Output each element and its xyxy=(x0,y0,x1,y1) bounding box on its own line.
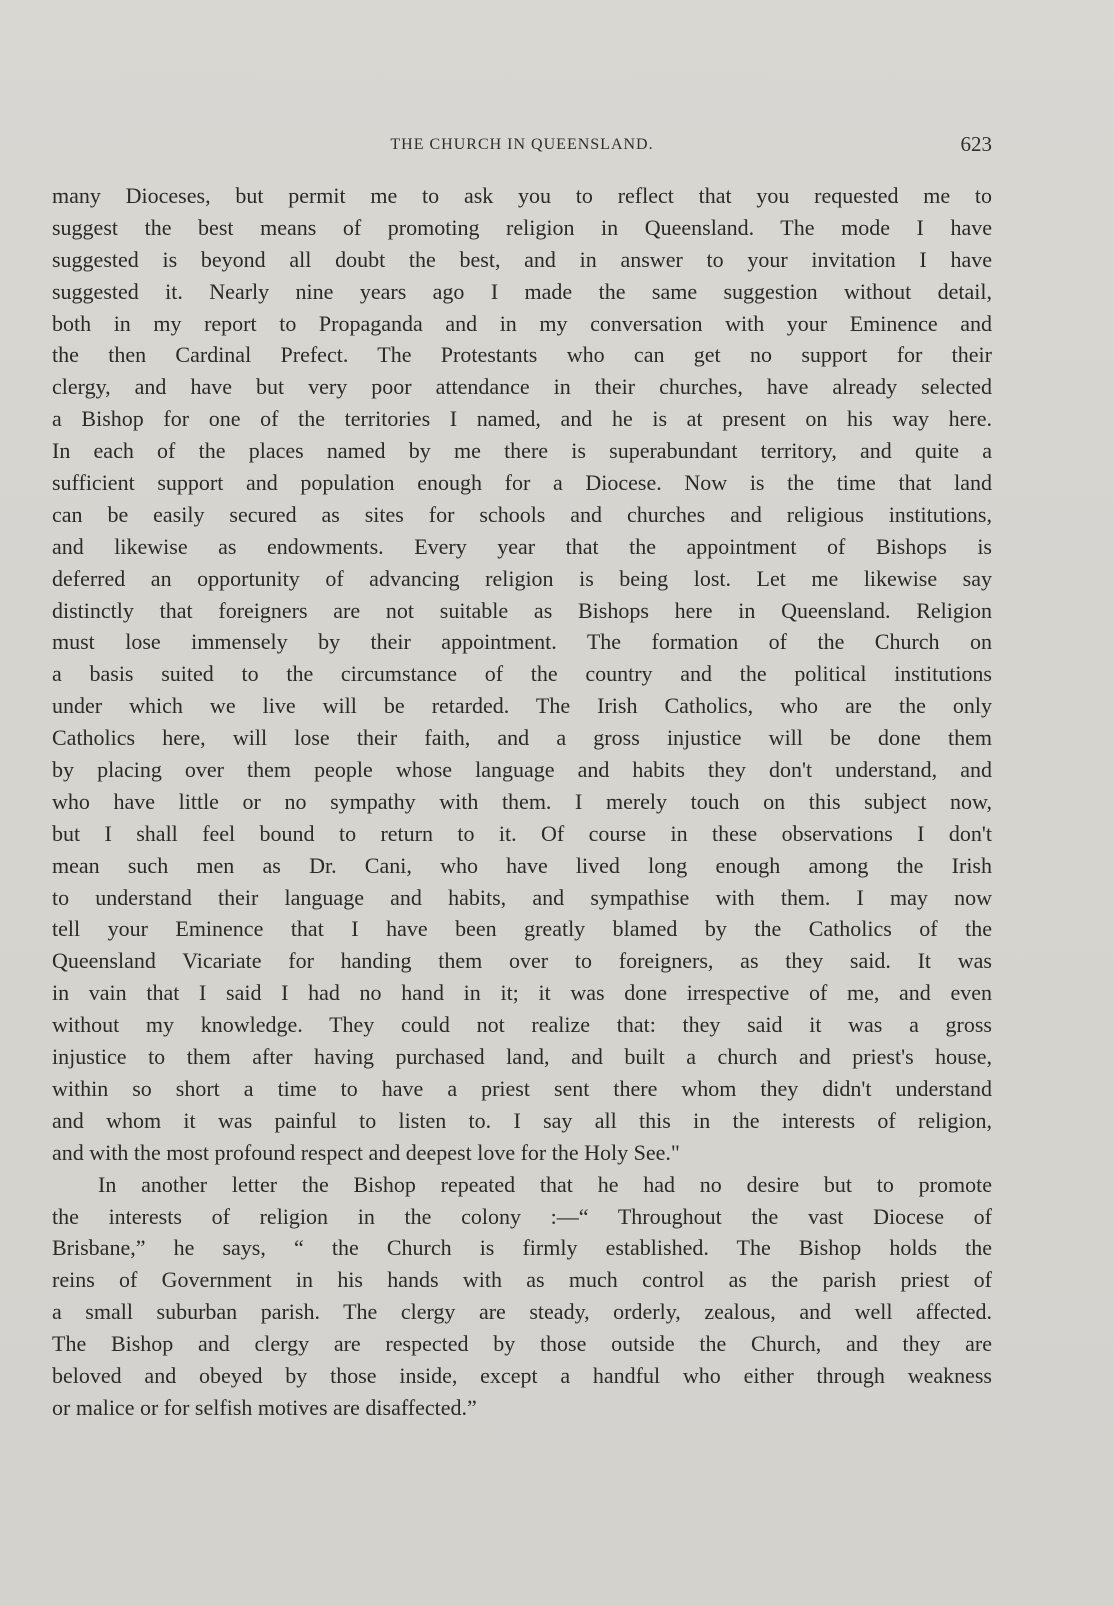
text-line: The Bishop and clergy are respected by those outside the Church, and they are xyxy=(52,1331,992,1357)
running-head xyxy=(52,132,992,162)
text-line: many Dioceses, but permit me to ask you to reflect that you requested me to xyxy=(52,183,992,208)
text-line: a small suburban parish. The clergy are steady, orderly, zealous, and well affected. xyxy=(52,1299,992,1325)
text-line: distinctly that foreigners are not suitable as Bishops here in Queensland. Religion xyxy=(52,597,992,623)
text-line: reins of Government in his hands with as much control as the parish priest of xyxy=(52,1267,992,1293)
text-line: the interests of religion in the colony :—“ Throughout the vast Diocese of xyxy=(52,1203,992,1229)
paragraph xyxy=(52,1169,992,1424)
text-line: the then Cardinal Prefect. The Protestants who can get no support for their xyxy=(52,342,992,368)
text-line: under which we live will be retarded. The Irish Catholics, who are the only xyxy=(52,693,992,719)
text-line: and whom it was painful to listen to. I say all this in the interests of religion, xyxy=(52,1107,992,1133)
text-line: suggest the best means of promoting religion in Queensland. The mode I have xyxy=(52,214,992,240)
text-line: or malice or for selfish motives are disaffected.” xyxy=(52,1394,477,1420)
text-line: but I shall feel bound to return to it. Of course in these observations I don't xyxy=(52,820,992,846)
text-line: deferred an opportunity of advancing religion is being lost. Let me likewise say xyxy=(52,565,992,591)
text-line: a basis suited to the circumstance of the country and the political institutions xyxy=(52,661,992,687)
text-line: Catholics here, will lose their faith, and a gross injustice will be done them xyxy=(52,725,992,751)
text-line: mean such men as Dr. Cani, who have lived long enough among the Irish xyxy=(52,852,992,878)
text-line: injustice to them after having purchased land, and built a church and priest's house, xyxy=(52,1044,992,1070)
text-line: beloved and obeyed by those inside, except a handful who either through weakness xyxy=(52,1362,992,1388)
text-line: to understand their language and habits, and sympathise with them. I may now xyxy=(52,884,992,910)
text-line: In each of the places named by me there is superabundant territory, and quite a xyxy=(52,438,992,464)
text-line: In another letter the Bishop repeated that he had no desire but to promote xyxy=(98,1171,992,1197)
text-line: must lose immensely by their appointment. The formation of the Church on xyxy=(52,629,992,655)
text-line: tell your Eminence that I have been greatly blamed by the Catholics of the xyxy=(52,916,992,942)
page-number: 623 xyxy=(960,132,992,156)
text-line: within so short a time to have a priest sent there whom they didn't understand xyxy=(52,1075,992,1101)
paragraph xyxy=(52,180,992,1169)
body-text xyxy=(52,180,992,1424)
text-line: both in my report to Propaganda and in my conversation with your Eminence and xyxy=(52,310,992,336)
text-line: clergy, and have but very poor attendance in their churches, have already selected xyxy=(52,374,992,400)
text-line: without my knowledge. They could not realize that: they said it was a gross xyxy=(52,1012,992,1038)
text-line: and with the most profound respect and deepest love for the Holy See." xyxy=(52,1139,680,1165)
text-line: sufficient support and population enough for a Diocese. Now is the time that land xyxy=(52,470,992,496)
text-line: who have little or no sympathy with them. I merely touch on this subject now, xyxy=(52,788,992,814)
text-line: Queensland Vicariate for handing them over to foreigners, as they said. It was xyxy=(52,948,992,974)
text-line: suggested is beyond all doubt the best, and in answer to your invitation I have xyxy=(52,246,992,272)
text-line: suggested it. Nearly nine years ago I made the same suggestion without detail, xyxy=(52,278,992,304)
text-line: and likewise as endowments. Every year that the appointment of Bishops is xyxy=(52,533,992,559)
text-line: can be easily secured as sites for schools and churches and religious institutions, xyxy=(52,501,992,527)
running-title: THE CHURCH IN QUEENSLAND. xyxy=(390,136,654,153)
text-line: a Bishop for one of the territories I named, and he is at present on his way here. xyxy=(52,406,992,432)
text-line: Brisbane,” he says, “ the Church is firmly established. The Bishop holds the xyxy=(52,1235,992,1261)
text-line: in vain that I said I had no hand in it; it was done irrespective of me, and even xyxy=(52,980,992,1006)
text-line: by placing over them people whose language and habits they don't understand, and xyxy=(52,757,992,783)
